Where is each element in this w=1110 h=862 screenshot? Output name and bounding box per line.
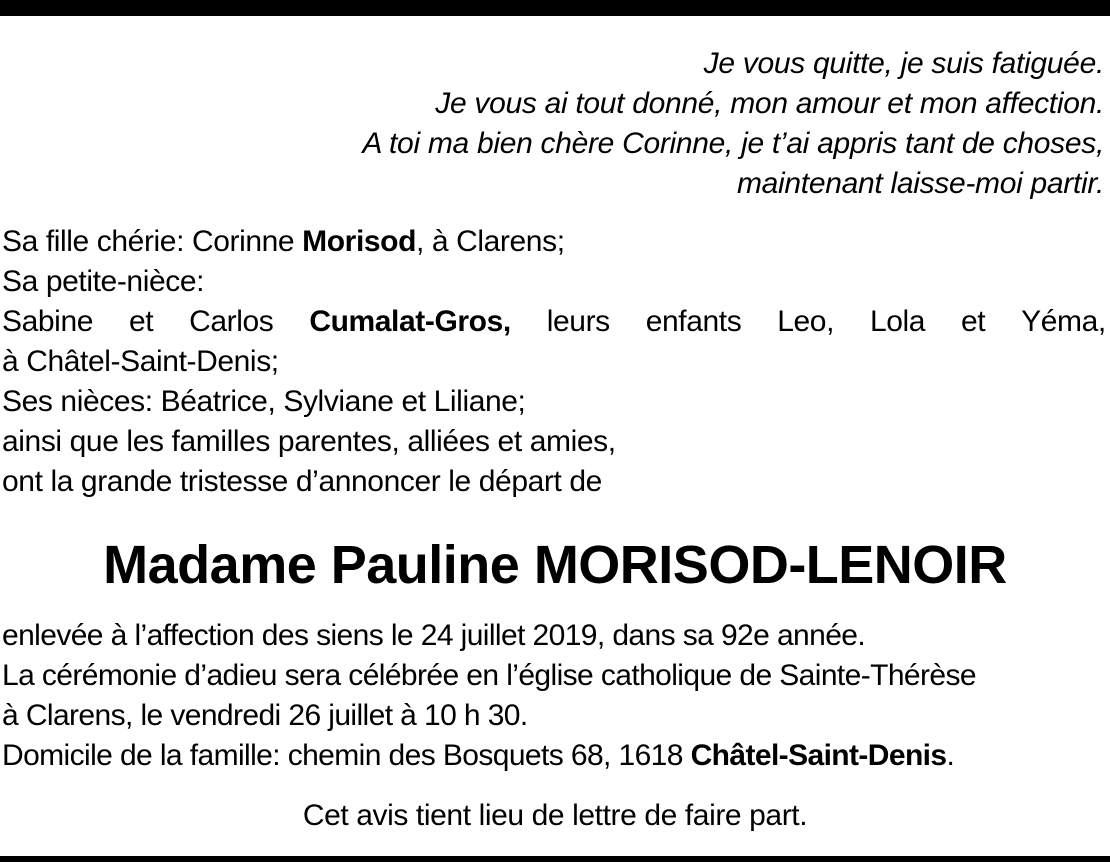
daughter-surname: Morisod (302, 225, 417, 258)
top-border-rule (0, 0, 1110, 16)
grandniece-word: et (961, 305, 986, 338)
passing-line: enlevée à l’affection des siens le 24 juillet 2019, dans sa 92e année. (2, 619, 866, 652)
nieces-line: Ses nièces: Béatrice, Sylviane et Liliane; (2, 385, 526, 418)
grandniece-word: leurs (546, 305, 610, 338)
grandniece-word: Lola (869, 305, 926, 338)
grandniece-word: et (128, 305, 154, 338)
grandniece-line (2, 302, 1106, 342)
funeral-details (2, 616, 1108, 776)
daughter-line (2, 222, 1106, 262)
daughter-suffix: , à Clarens; (416, 225, 565, 258)
grandniece-word: Leo, (777, 305, 835, 338)
grandniece-surname: Cumalat-Gros, (309, 305, 511, 338)
ceremony-line: La cérémonie d’adieu sera célébrée en l’église catholique de Sainte-Thérèse (2, 659, 976, 692)
domicile-prefix: Domicile de la famille: chemin des Bosquets 68, 1618 (2, 739, 691, 772)
daughter-prefix: Sa fille chérie: Corinne (2, 225, 303, 258)
announcement-line: ont la grande tristesse d’annoncer le départ de (2, 465, 602, 498)
poem-line: maintenant laisse-moi partir. (736, 167, 1104, 200)
poem-line: A toi ma bien chère Corinne, je t’ai appris tant de choses, (362, 127, 1104, 160)
grandniece-word: Sabine (2, 305, 94, 338)
farewell-poem (104, 44, 1104, 204)
deceased-name: Madame Pauline MORISOD-LENOIR (103, 535, 1007, 595)
grandniece-place: à Châtel-Saint-Denis; (2, 345, 279, 378)
relatives-line: ainsi que les familles parentes, alliées et amies, (2, 425, 616, 458)
domicile-suffix: . (946, 739, 955, 772)
domicile-line (2, 736, 1108, 776)
family-mourners (2, 222, 1106, 502)
grandniece-word: enfants (645, 305, 742, 338)
grandniece-word: Carlos (189, 305, 274, 338)
poem-line: Je vous quitte, je suis fatiguée. (703, 47, 1104, 80)
bottom-border-rule (0, 856, 1110, 862)
grandniece-word: Yéma, (1021, 305, 1106, 338)
ceremony-line: à Clarens, le vendredi 26 juillet à 10 h 30. (2, 699, 528, 732)
notice-line: Cet avis tient lieu de lettre de faire part. (302, 799, 808, 832)
domicile-town: Châtel-Saint-Denis (690, 739, 947, 772)
poem-line: Je vous ai tout donné, mon amour et mon affection. (435, 87, 1104, 120)
grandniece-label: Sa petite-nièce: (2, 265, 205, 298)
